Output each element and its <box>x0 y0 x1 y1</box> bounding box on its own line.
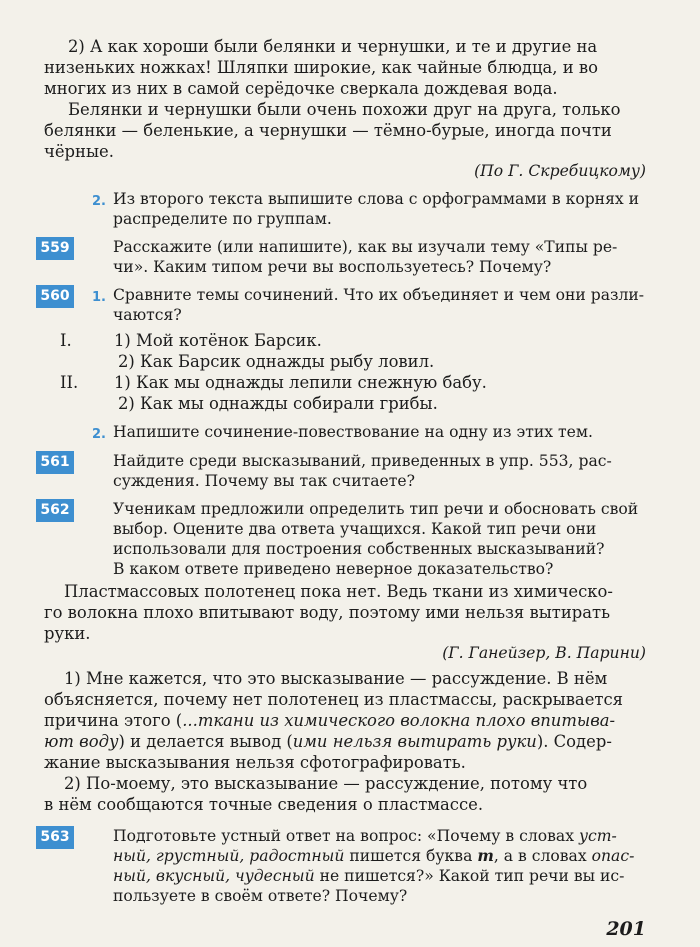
text-line: 1) Мне кажется, что это высказывание — рассуждение. В нём <box>64 669 608 688</box>
text-line: Из второго текста выпишите слова с орфограммами в корнях и <box>113 190 640 208</box>
text-line: выбор. Оцените два ответа учащихся. Какой тип речи они <box>113 520 597 538</box>
text-line: 2) А как хороши были белянки и чернушки, и те и другие на <box>68 37 598 56</box>
text-line: жание высказывания нельзя сфотографировать. <box>44 753 466 772</box>
text-line: причина этого (...ткани из химического волокна плохо впитыва- <box>44 711 616 730</box>
exercise-badge: 559 <box>36 237 74 260</box>
topic-group-label: II. <box>60 373 79 392</box>
text-line: белянки — беленькие, а чернушки — тёмно-бурые, иногда почти <box>44 121 612 140</box>
topic-item: 1) Мой котёнок Барсик. <box>114 331 322 350</box>
topic-item: 2) Как Барсик однажды рыбу ловил. <box>118 352 435 371</box>
text-line: распределите по группам. <box>113 210 332 228</box>
text-line: Ученикам предложили определить тип речи и обосновать свой <box>113 500 639 518</box>
text-line: Подготовьте устный ответ на вопрос: «Почему в словах уст- <box>113 827 617 845</box>
text-line: суждения. Почему вы так считаете? <box>113 472 415 490</box>
text-line: Пластмассовых полотенец пока нет. Ведь ткани из химическо- <box>64 582 613 601</box>
task-number: 2. <box>92 427 106 442</box>
text-line: Расскажите (или напишите), как вы изучали тему «Типы ре- <box>113 238 618 256</box>
task-number: 1. <box>92 290 106 305</box>
text-line: 2) По-моему, это высказывание — рассуждение, потому что <box>64 774 588 793</box>
text-line: Найдите среди высказываний, приведенных в упр. 553, рас- <box>113 452 612 470</box>
exercise-badge: 563 <box>36 826 74 849</box>
text-line: ный, грустный, радостный пишется буква т, а в словах опас- <box>113 846 635 865</box>
text-line: Белянки и чернушки были очень похожи друг на друга, только <box>68 100 621 119</box>
page-number: 201 <box>606 918 646 940</box>
story-author: (По Г. Скребицкому) <box>474 162 646 180</box>
text-line: использовали для построения собственных высказываний? <box>113 540 605 558</box>
text-line: руки. <box>44 624 91 643</box>
text-line: в нём сообщаются точные сведения о пластмассе. <box>44 795 484 814</box>
text-line: низеньких ножках! Шляпки широкие, как чайные блюдца, и во <box>44 58 598 77</box>
quote-author: (Г. Ганейзер, В. Парини) <box>442 644 646 662</box>
text-line: чи». Каким типом речи вы воспользуетесь? Почему? <box>113 258 552 276</box>
text-line: многих из них в самой серёдочке сверкала дождевая вода. <box>44 79 558 98</box>
text-line: го волокна плохо впитывают воду, поэтому ими нельзя вытирать <box>44 603 610 622</box>
text-line: В каком ответе приведено неверное доказательство? <box>113 560 554 578</box>
topic-group-label: I. <box>60 331 72 350</box>
exercise-badge: 562 <box>36 499 74 522</box>
exercise-badge: 560 <box>36 285 74 308</box>
exercise-badge: 561 <box>36 451 74 474</box>
text-line: ный, вкусный, чудесный не пишется?» Какой тип речи вы ис- <box>113 867 625 885</box>
topic-item: 2) Как мы однажды собирали грибы. <box>118 394 438 413</box>
task-number: 2. <box>92 194 106 209</box>
text-line: Сравните темы сочинений. Что их объединяет и чем они разли- <box>113 286 645 304</box>
text-line: чёрные. <box>44 142 114 161</box>
text-line: пользуете в своём ответе? Почему? <box>113 887 408 905</box>
text-line: Напишите сочинение-повествование на одну из этих тем. <box>113 423 593 441</box>
text-line: объясняется, почему нет полотенец из пластмассы, раскрывается <box>44 690 623 709</box>
text-line: ют воду) и делается вывод (ими нельзя вытирать руки). Содер- <box>44 732 612 751</box>
text-line: чаются? <box>113 306 182 324</box>
topic-item: 1) Как мы однажды лепили снежную бабу. <box>114 373 487 392</box>
